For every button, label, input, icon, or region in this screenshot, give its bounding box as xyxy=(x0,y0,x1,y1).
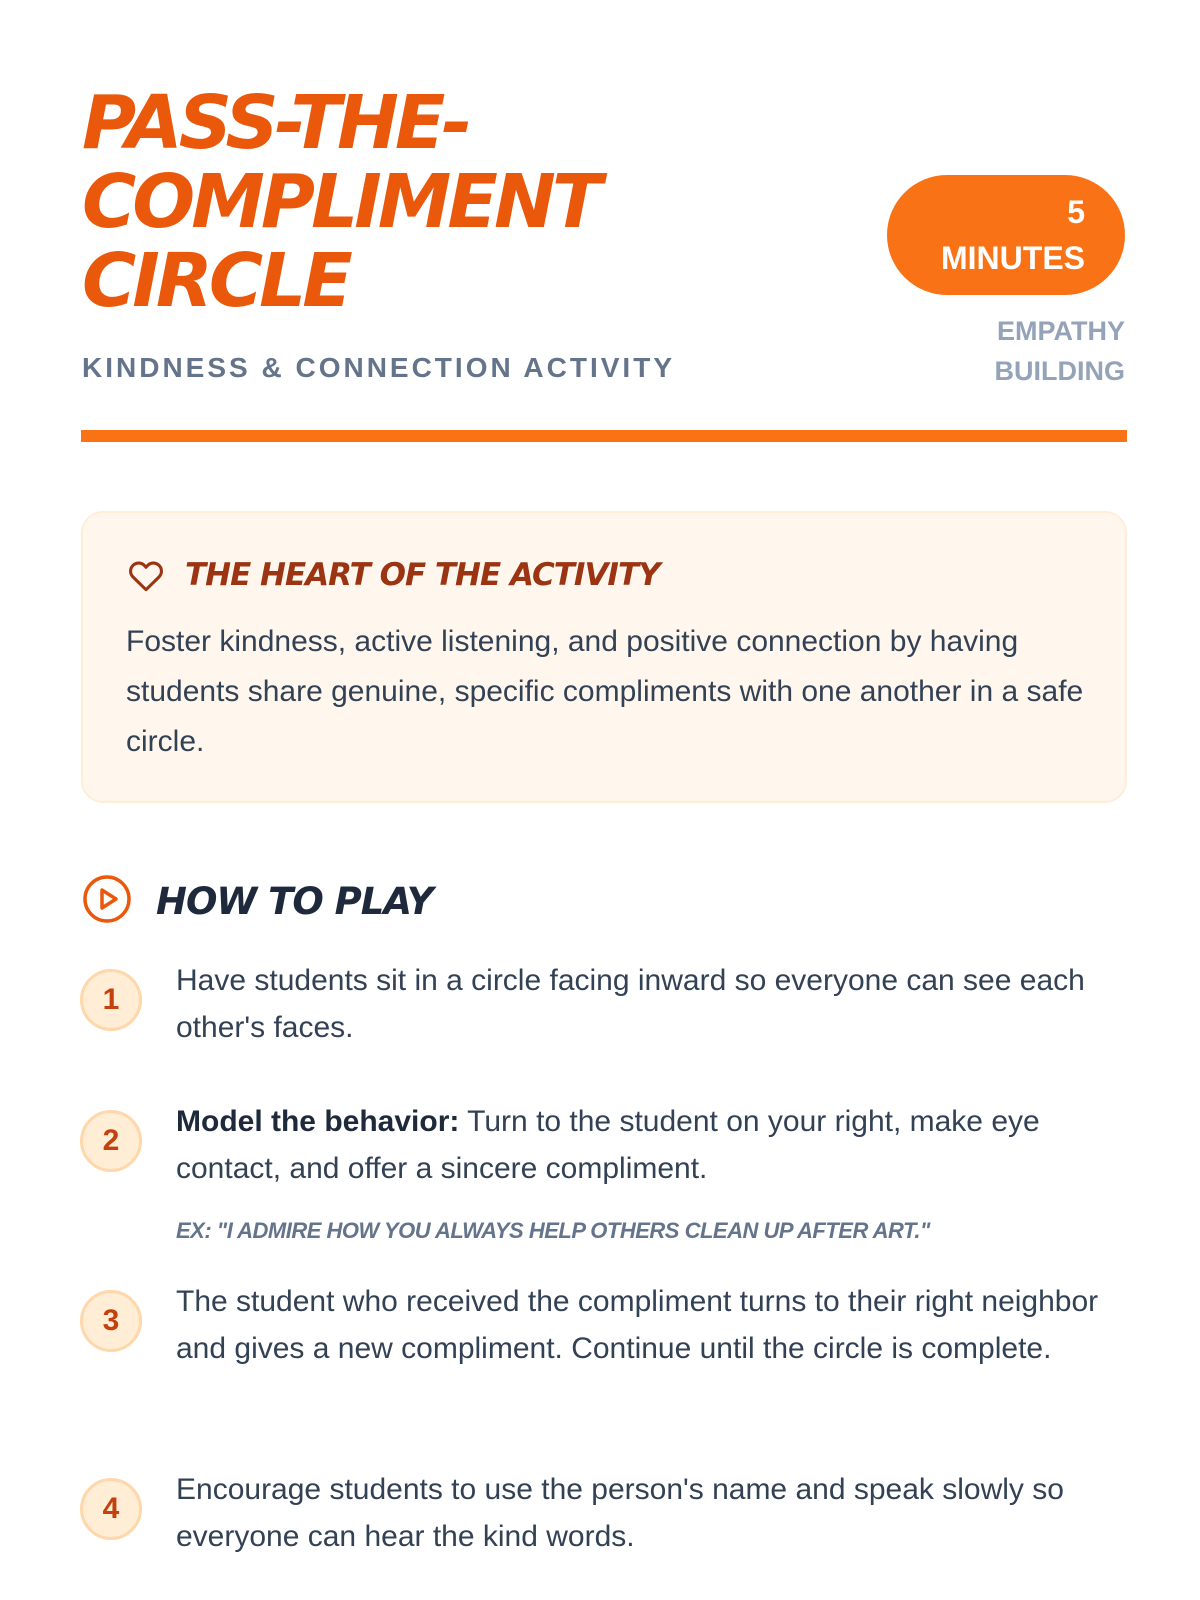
heart-of-activity-card xyxy=(81,511,1127,803)
category-line: BUILDING xyxy=(994,356,1125,386)
category-line: EMPATHY xyxy=(997,316,1125,346)
step-example: EX: "I ADMIRE HOW YOU ALWAYS HELP OTHERS CLEAN UP AFTER ART." xyxy=(176,1218,930,1243)
step-number: 4 xyxy=(80,1478,142,1540)
card-heading xyxy=(127,557,660,593)
card-title: THE HEART OF THE ACTIVITY xyxy=(185,557,660,593)
header-divider xyxy=(81,430,1127,442)
heart-icon xyxy=(127,558,165,592)
title-line: PASS-THE- xyxy=(82,80,469,166)
title-line: COMPLIMENT xyxy=(82,159,599,245)
duration-value: 5 xyxy=(1067,194,1085,230)
page-title xyxy=(82,80,722,324)
title-line: CIRCLE xyxy=(82,238,349,324)
step-text xyxy=(176,1098,1136,1192)
duration-unit: MINUTES xyxy=(941,240,1085,276)
activity-subtitle: KINDNESS & CONNECTION ACTIVITY xyxy=(82,352,675,383)
step-number: 2 xyxy=(80,1110,142,1172)
how-to-play-heading xyxy=(82,874,433,929)
step-number: 1 xyxy=(80,969,142,1031)
step-number: 3 xyxy=(80,1290,142,1352)
play-circle-icon xyxy=(82,874,132,929)
step-emphasis: Model the behavior: xyxy=(176,1105,460,1138)
section-title: HOW TO PLAY xyxy=(156,880,433,923)
card-description: Foster kindness, active listening, and positive connection by having students share genuine, specific compliments with one another in a safe circle. xyxy=(126,625,1084,758)
step-body: Turn to the student on your right, make eye contact, and offer a sincere compliment. xyxy=(176,1105,1040,1185)
duration-badge xyxy=(887,175,1125,295)
step-text: Have students sit in a circle facing inward so everyone can see each other's faces. xyxy=(176,964,1085,1044)
category-label xyxy=(905,311,1125,391)
step-text: The student who received the compliment turns to their right neighbor and gives a new compliment. Continue until the circle is complete. xyxy=(176,1285,1099,1365)
step-text: Encourage students to use the person's name and speak slowly so everyone can hear the kind words. xyxy=(176,1473,1064,1553)
